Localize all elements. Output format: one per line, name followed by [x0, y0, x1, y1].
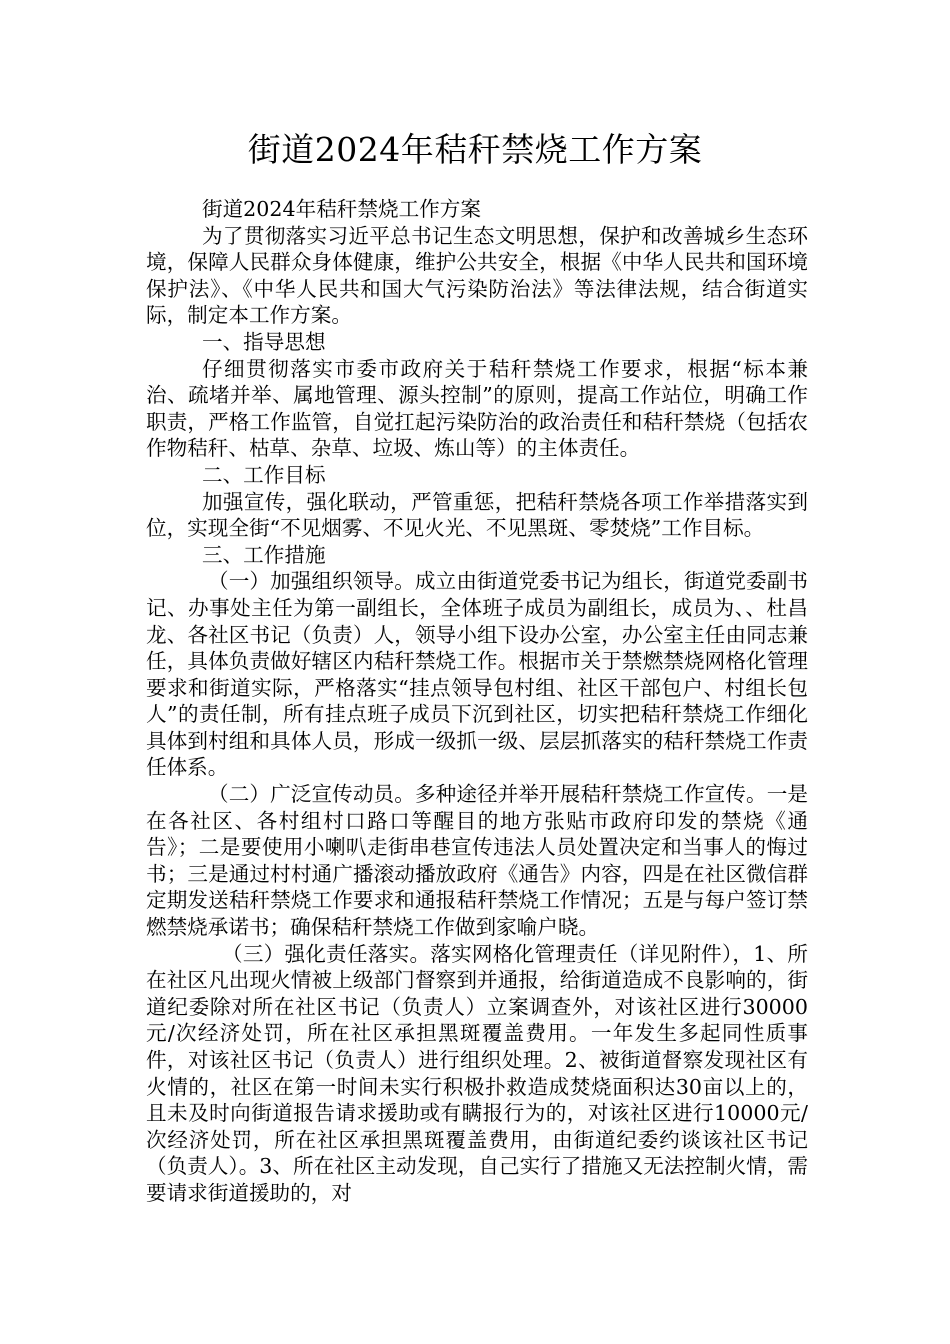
paragraph-work-goal: 加强宣传，强化联动，严管重惩，把秸秆禁烧各项工作举措落实到位，实现全街“不见烟雾、不见火光、不见黑斑、零焚烧”工作目标。	[146, 489, 808, 541]
paragraph-subtitle: 街道2024年秸秆禁烧工作方案	[202, 197, 481, 221]
document-body	[146, 196, 808, 1207]
paragraph-guiding-thought: 仔细贯彻落实市委市政府关于秸秆禁烧工作要求，根据“标本兼治、疏堵并举、属地管理、源头控制”的原则，提高工作站位，明确工作职责，严格工作监管，自觉扛起污染防治的政治责任和秸秆禁烧（包括农作物秸秆、枯草、杂草、垃圾、炼山等）的主体责任。	[146, 356, 808, 461]
paragraph-measure-responsibility: （三）强化责任落实。落实网格化管理责任（详见附件），1、所在社区凡出现火情被上级部门督察到并通报，给街道造成不良影响的，街道纪委除对所在社区书记（负责人）立案调查外，对该社区进行30000元/次经济处罚，所在社区承担黑斑覆盖费用。一年发生多起同性质事件，对该社区书记（负责人）进行组织处理。2、被街道督察发现社区有火情的，社区在第一时间未实行积极扑救造成焚烧面积达30亩以上的，且未及时向街道报告请求援助或有瞒报行为的，对该社区进行10000元/次经济处罚，所在社区承担黑斑覆盖费用，由街道纪委约谈该社区书记（负责人）。3、所在社区主动发现，自己实行了措施又无法控制火情，需要请求街道援助的，对	[146, 941, 808, 1205]
document-title: 街道2024年秸秆禁烧工作方案	[247, 130, 703, 169]
paragraph-measure-publicity: （二）广泛宣传动员。多种途径并举开展秸秆禁烧工作宣传。一是在各社区、各村组村口路口等醒目的地方张贴市政府印发的禁烧《通告》；二是要使用小喇叭走街串巷宣传违法人员处置决定和当事人的悔过书；三是通过村村通广播滚动播放政府《通告》内容，四是在社区微信群定期发送秸秆禁烧工作要求和通报秸秆禁烧工作情况；五是与每户签订禁燃禁烧承诺书；确保秸秆禁烧工作做到家喻户晓。	[146, 782, 808, 940]
heading-work-measures: 三、工作措施	[202, 542, 326, 567]
heading-guiding-thought: 一、指导思想	[202, 329, 326, 354]
paragraph-measure-organization: （一）加强组织领导。成立由街道党委书记为组长，街道党委副书记、办事处主任为第一副组长，全体班子成员为副组长，成员为、、杜昌龙、各社区书记（负责）人，领导小组下设办公室，办公室主任由同志兼任，具体负责做好辖区内秸秆禁烧工作。根据市关于禁燃禁烧网格化管理要求和街道实际，严格落实“挂点领导包村组、社区干部包户、村组长包人”的责任制，所有挂点班子成员下沉到社区，切实把秸秆禁烧工作细化具体到村组和具体人员，形成一级抓一级、层层抓落实的秸秆禁烧工作责任体系。	[146, 569, 808, 780]
heading-work-goal: 二、工作目标	[202, 462, 326, 487]
paragraph-intro: 为了贯彻落实习近平总书记生态文明思想，保护和改善城乡生态环境，保障人民群众身体健康，维护公共安全，根据《中华人民共和国环境保护法》、《中华人民共和国大气污染防治法》等法律法规，结合街道实际，制定本工作方案。	[146, 223, 808, 328]
